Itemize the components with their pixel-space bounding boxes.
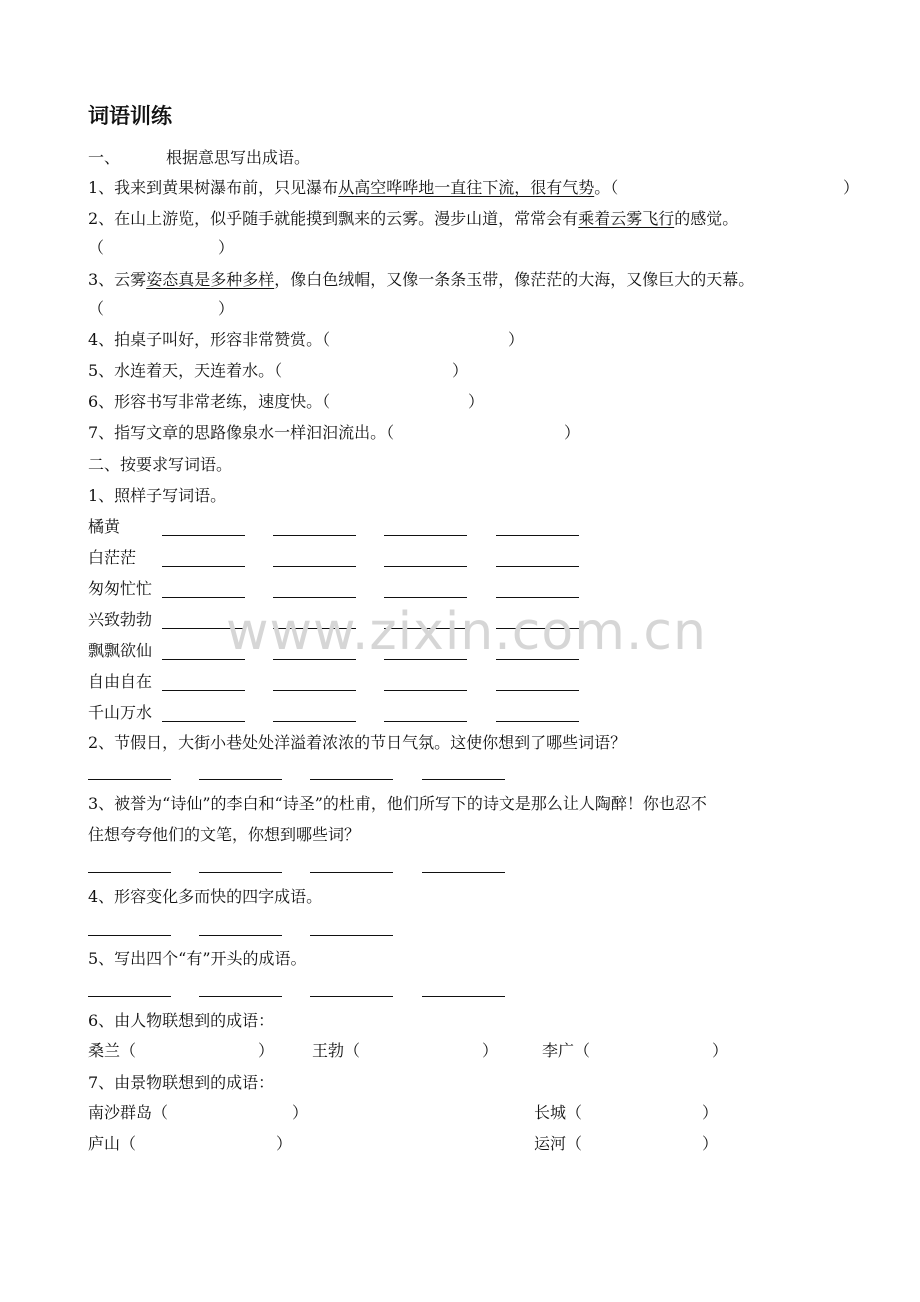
answer-blank[interactable] (384, 597, 467, 598)
row-word: 匆匆忙忙 (88, 579, 153, 598)
answer-blank[interactable] (199, 996, 282, 997)
q6-item-label: 桑兰（ (88, 1041, 137, 1060)
answer-blank[interactable] (384, 690, 467, 691)
q6-item-label: 李广（ (542, 1041, 591, 1060)
answer-blank[interactable] (88, 779, 171, 780)
q1-7-text: 7、指写文章的思路像泉水一样汩汩流出。（ (88, 423, 395, 442)
answer-blank[interactable] (162, 690, 245, 691)
answer-blank[interactable] (162, 535, 245, 536)
answer-blank[interactable] (199, 779, 282, 780)
answer-blank[interactable] (310, 935, 393, 936)
q7-close-paren-2: ） (702, 1103, 719, 1122)
q7-close-paren-3: ） (276, 1134, 293, 1153)
q7-item-changcheng[interactable] (534, 1103, 582, 1123)
row-word: 飘飘欲仙 (88, 641, 153, 660)
section1-heading (88, 148, 310, 168)
answer-blank[interactable] (273, 566, 356, 567)
question-2-6: 6、由人物联想到的成语： (88, 1011, 275, 1030)
question-1-5 (88, 361, 282, 381)
q1-1-close-paren: ） (843, 178, 860, 197)
answer-blank[interactable] (496, 721, 579, 722)
question-2-5: 5、写出四个“有”开头的成语。 (88, 949, 307, 968)
row-word: 千山万水 (88, 703, 153, 722)
q1-2-answer[interactable] (88, 238, 234, 258)
q6-item-label: 王勃（ (312, 1041, 361, 1060)
q1-3-close-paren: ） (218, 299, 235, 318)
q1-5-text: 5、水连着天，天连着水。（ (88, 361, 283, 380)
answer-blank[interactable] (310, 996, 393, 997)
question-2-3-line2: 住想夸夸他们的文笔，你想到哪些词？ (88, 825, 361, 844)
q7-close-paren-1: ） (292, 1103, 309, 1122)
q1-3-text-end: ，像白色绒帽，又像一条条玉带，像茫茫的大海，又像巨大的天幕。 (274, 270, 755, 289)
q7-item-label: 庐山（ (88, 1134, 137, 1153)
q6-item-sanglan[interactable] (88, 1041, 136, 1061)
section1-number: 一、 (88, 148, 121, 167)
q1-2-open-paren: （ (88, 238, 105, 257)
question-2-1: 1、照样子写词语。 (88, 486, 227, 505)
question-2-3-line1: 3、被誉为“诗仙”的李白和“诗圣”的杜甫，他们所写下的诗文是那么让人陶醉！你也忍不 (88, 794, 707, 813)
answer-blank[interactable] (273, 721, 356, 722)
answer-blank[interactable] (384, 566, 467, 567)
q1-4-close-paren: ） (508, 330, 525, 349)
answer-blank[interactable] (162, 597, 245, 598)
q7-item-label: 长城（ (534, 1103, 583, 1122)
answer-blank[interactable] (496, 535, 579, 536)
q1-1-underlined: 从高空哗哗地一直往下流，很有气势 (338, 178, 595, 197)
q1-4-text: 4、拍桌子叫好，形容非常赞赏。（ (88, 330, 331, 349)
section1-text: 根据意思写出成语。 (166, 148, 311, 167)
question-1-6 (88, 392, 330, 412)
answer-blank[interactable] (422, 996, 505, 997)
q1-6-text: 6、形容书写非常老练，速度快。（ (88, 392, 331, 411)
answer-blank[interactable] (310, 779, 393, 780)
q1-3-answer[interactable] (88, 299, 234, 319)
q1-1-text: 1、我来到黄果树瀑布前，只见瀑布 (88, 178, 339, 197)
row-word: 橘黄 (88, 517, 121, 536)
question-1-4 (88, 330, 330, 350)
section2-heading: 二、按要求写词语。 (88, 455, 233, 474)
answer-blank[interactable] (496, 566, 579, 567)
answer-blank[interactable] (273, 690, 356, 691)
answer-blank[interactable] (199, 872, 282, 873)
q7-item-nansha[interactable] (88, 1103, 168, 1123)
answer-blank[interactable] (384, 721, 467, 722)
answer-blank[interactable] (273, 535, 356, 536)
question-1-3 (88, 270, 754, 290)
q1-3-underlined: 姿态真是多种多样 (146, 270, 275, 289)
question-2-2: 2、节假日，大街小巷处处洋溢着浓浓的节日气氛。这使你想到了哪些词语？ (88, 733, 627, 752)
q6-item-liguang[interactable] (542, 1041, 590, 1061)
answer-blank[interactable] (496, 690, 579, 691)
question-2-7: 7、由景物联想到的成语： (88, 1073, 275, 1092)
row-word: 自由自在 (88, 672, 153, 691)
q1-1-open-paren: 。（ (594, 178, 619, 197)
q6-close-paren-2: ） (482, 1041, 499, 1060)
q7-close-paren-4: ） (702, 1134, 719, 1153)
q1-2-underlined: 乘着云雾飞行 (578, 209, 675, 228)
page-title: 词语训练 (88, 104, 172, 128)
answer-blank[interactable] (88, 996, 171, 997)
q6-close-paren-1: ） (258, 1041, 275, 1060)
q1-3-open-paren: （ (88, 299, 105, 318)
q7-item-label: 南沙群岛（ (88, 1103, 169, 1122)
q7-item-label: 运河（ (534, 1134, 583, 1153)
answer-blank[interactable] (273, 597, 356, 598)
q1-3-text: 3、云雾 (88, 270, 147, 289)
question-1-7 (88, 423, 394, 443)
q1-2-close-paren: ） (218, 238, 235, 257)
q6-item-wangbo[interactable] (312, 1041, 360, 1061)
answer-blank[interactable] (496, 597, 579, 598)
answer-blank[interactable] (88, 935, 171, 936)
watermark: www.zixin.com.cn (226, 602, 707, 662)
answer-blank[interactable] (422, 872, 505, 873)
q1-7-close-paren: ） (564, 423, 581, 442)
q1-6-close-paren: ） (468, 392, 485, 411)
row-word: 白茫茫 (88, 548, 137, 567)
answer-blank[interactable] (162, 566, 245, 567)
question-1-1 (88, 178, 618, 198)
question-2-4: 4、形容变化多而快的四字成语。 (88, 887, 323, 906)
answer-blank[interactable] (384, 535, 467, 536)
q6-close-paren-3: ） (712, 1041, 729, 1060)
q1-2-text-end: 的感觉。 (674, 209, 739, 228)
answer-blank[interactable] (422, 779, 505, 780)
q7-item-lushan[interactable] (88, 1134, 136, 1154)
answer-blank[interactable] (310, 872, 393, 873)
q7-item-yunhe[interactable] (534, 1134, 582, 1154)
answer-blank[interactable] (199, 935, 282, 936)
answer-blank[interactable] (162, 721, 245, 722)
question-1-2 (88, 209, 738, 229)
row-word: 兴致勃勃 (88, 610, 153, 629)
answer-blank[interactable] (88, 872, 171, 873)
q1-5-close-paren: ） (452, 361, 469, 380)
q1-2-text: 2、在山上游览，似乎随手就能摸到飘来的云雾。漫步山道，常常会有 (88, 209, 579, 228)
